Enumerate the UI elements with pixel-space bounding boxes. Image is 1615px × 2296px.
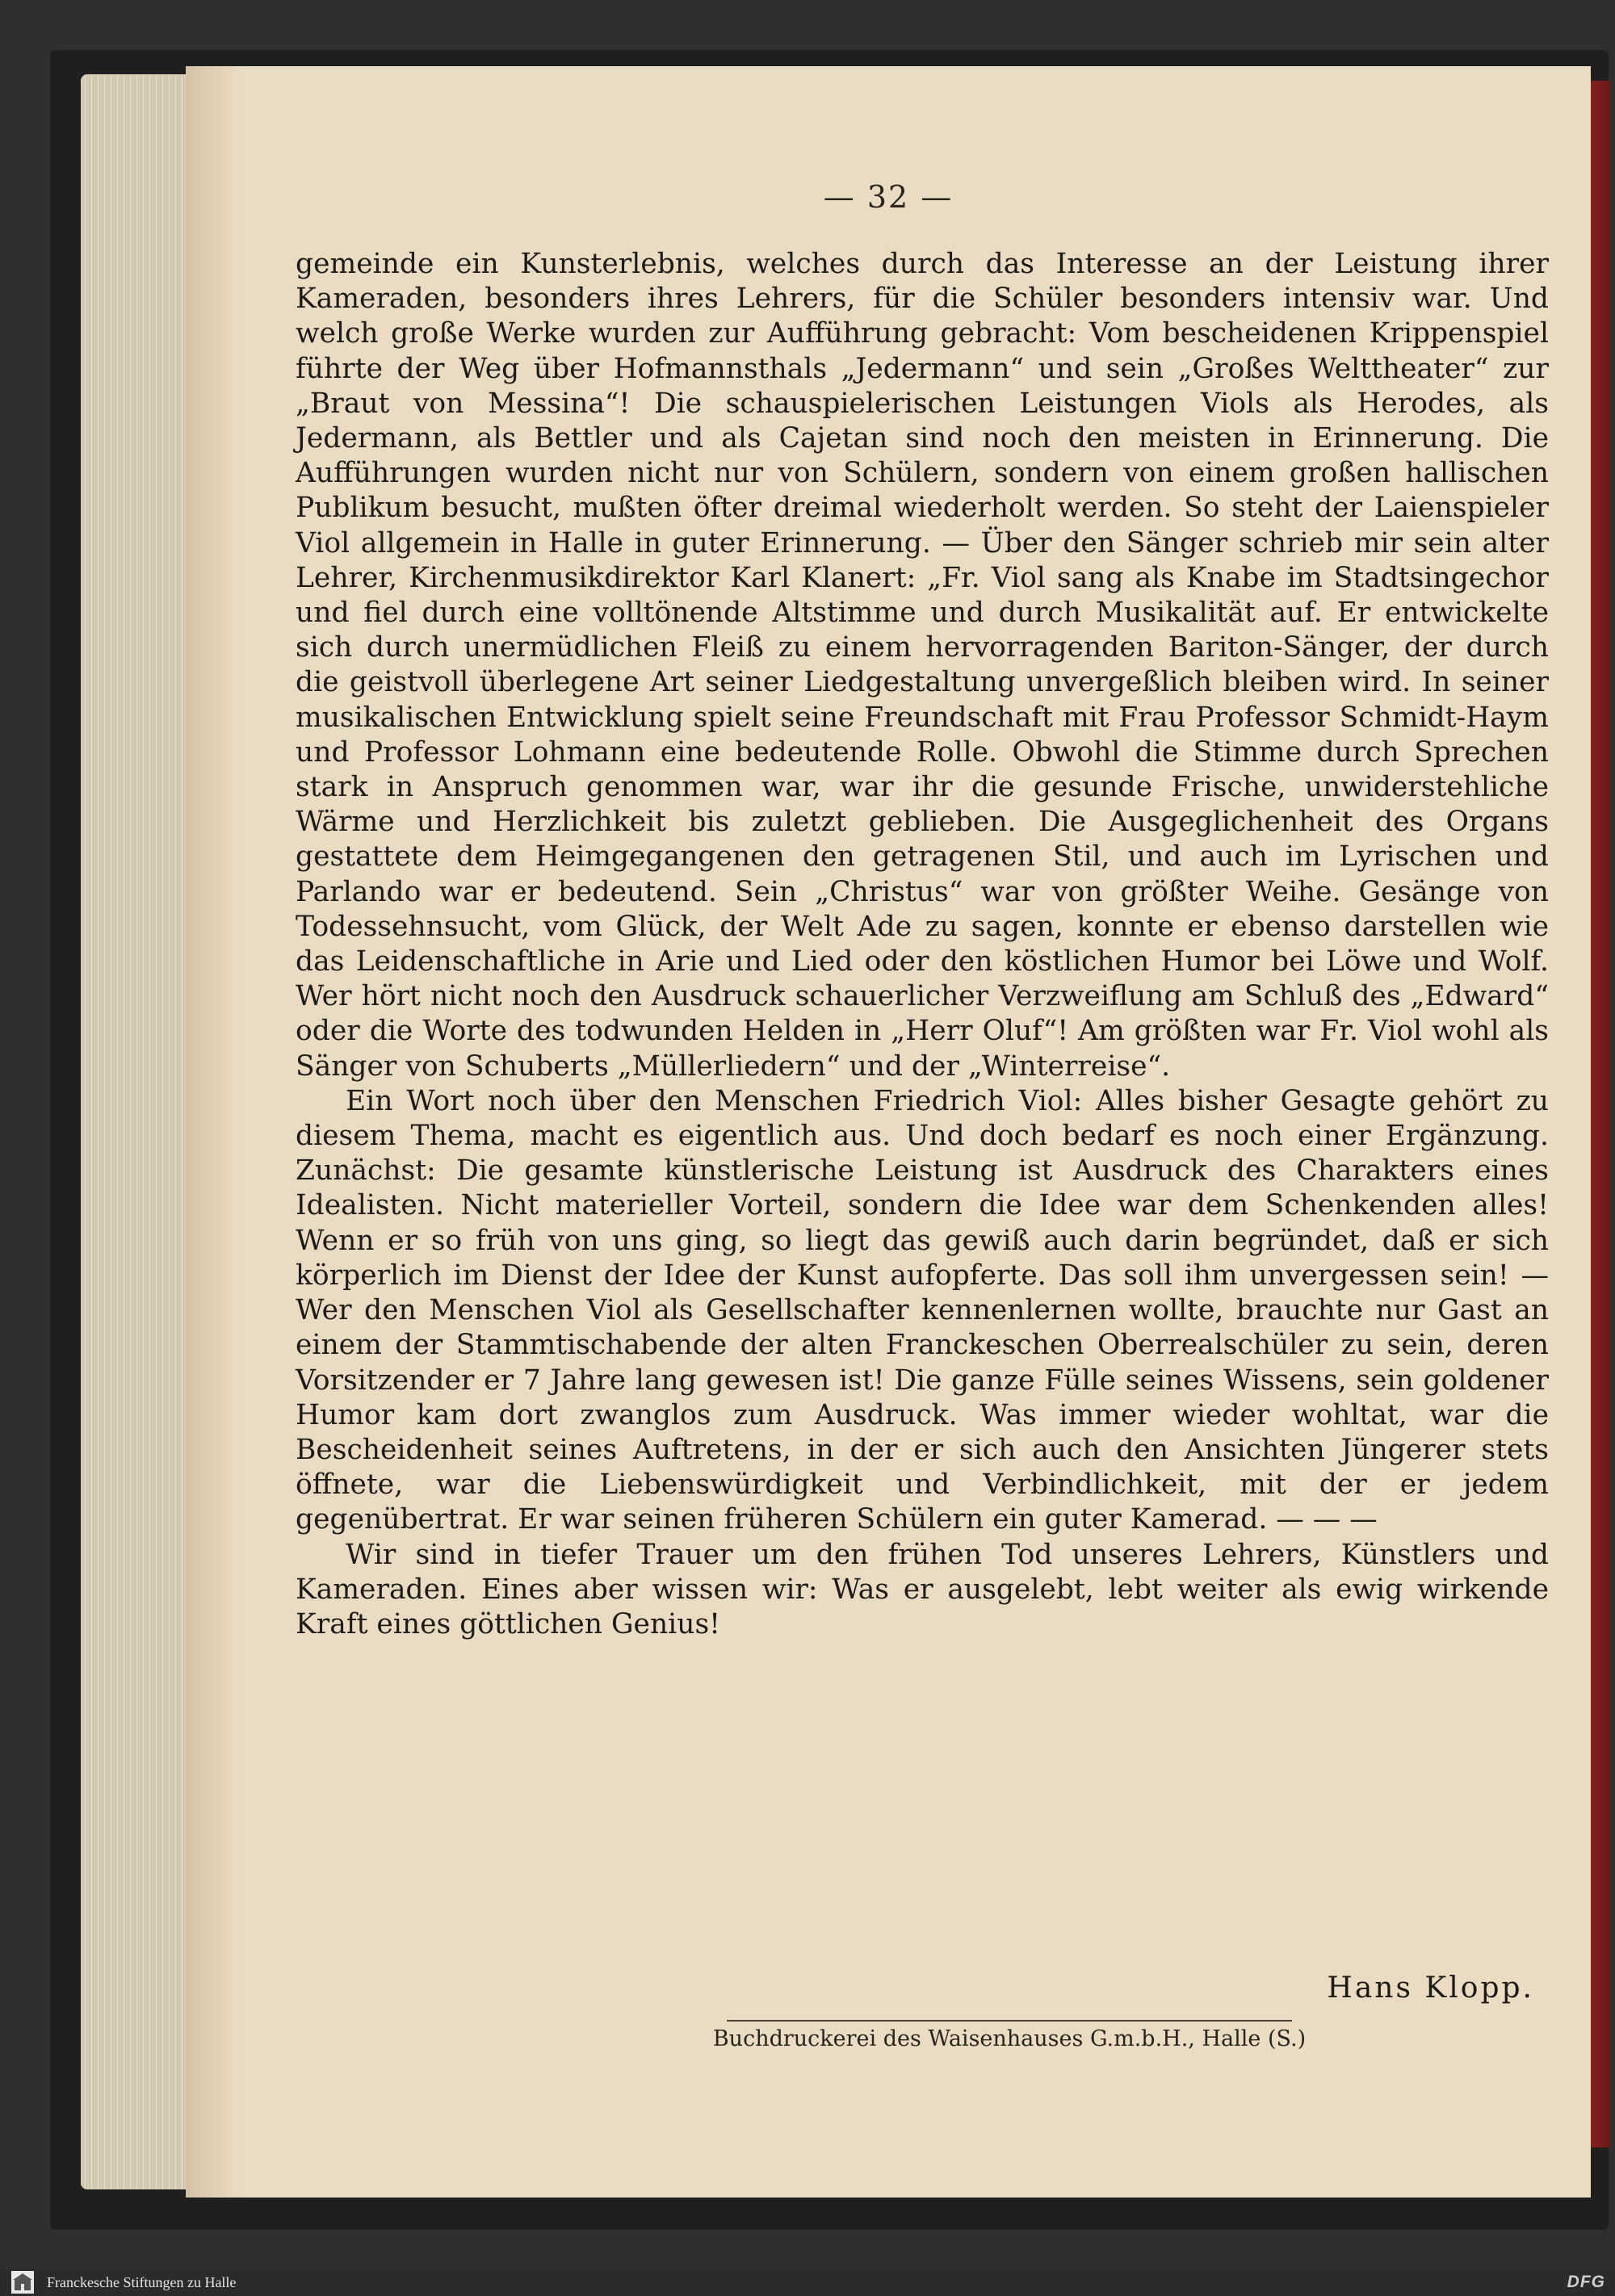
author-signature: Hans Klopp. <box>1327 1971 1534 2005</box>
dfg-logo[interactable]: DFG <box>1567 2273 1605 2291</box>
footer-rule <box>727 2020 1292 2022</box>
institution-logo-icon[interactable] <box>11 2271 34 2294</box>
printer-line: Buchdruckerei des Waisenhauses G.m.b.H., Halle (S.) <box>712 2026 1307 2051</box>
viewer-footer <box>0 2269 1615 2296</box>
page-number: — 32 — <box>823 179 954 215</box>
body-text <box>296 247 1549 1642</box>
paragraph-1: gemeinde ein Kunsterlebnis, welches durch das Interesse an der Leistung ihrer Kameraden, besonders ihres Lehrers, für die Schüler besonders intensiv war. Und welch große Werke wurden zur Aufführung gebracht: Vom bescheidenen Krippenspiel führte der Weg über Hofmannsthals „Jedermann“ und sein „Großes Welttheater“ zur „Braut von Messina“! Die schauspielerischen Leistungen Viols als Herodes, als Jedermann, als Bettler und als Cajetan sind noch den meisten in Erinnerung. Die Aufführungen wurden nicht nur von Schülern, sondern von einem großen hallischen Publikum besucht, mußten öfter dreimal wiederholt werden. So steht der Laienspieler Viol allgemein in Halle in guter Erinnerung. — Über den Sänger schrieb mir sein alter Lehrer, Kirchenmusikdirektor Karl Klanert: „Fr. Viol sang als Knabe im Stadtsingechor und fiel durch eine volltönende Altstimme und durch Musikalität auf. Er entwickelte sich durch unermüdlichen Fleiß zu einem hervorragenden Bariton-Sänger, der durch die geistvoll überlegene Art seiner Liedgestaltung unvergeßlich bleiben wird. In seiner musikalischen Entwicklung spielt seine Freundschaft mit Frau Professor Schmidt-Haym und Professor Lohmann eine bedeutende Rolle. Obwohl die Stimme durch Sprechen stark in Anspruch genommen war, war ihr die gesunde Frische, unwiderstehliche Wärme und Herzlichkeit bis zuletzt geblieben. Die Ausgeglichenheit des Organs gestattete dem Heimgegangenen den getragenen Stil, und auch im Lyrischen und Parlando war er bedeutend. Sein „Christus“ war von größter Weihe. Gesänge von Todessehnsucht, vom Glück, der Welt Ade zu sagen, konnte er ebenso darstellen wie das Leidenschaftliche in Arie und Lied oder den köstlichen Humor bei Löwe und Wolf. Wer hört nicht noch den Ausdruck schauerlicher Verzweiflung am Schluß des „Edward“ oder die Worte des todwunden Helden in „Herr Oluf“! Am größten war Fr. Viol wohl als Sänger von Schuberts „Müllerliedern“ und der „Winterreise“. <box>296 248 1549 1083</box>
page-edges <box>81 74 194 2189</box>
institution-name[interactable]: Franckesche Stiftungen zu Halle <box>47 2274 237 2290</box>
paragraph-3: Wir sind in tiefer Trauer um den frühen Tod unseres Lehrers, Künstlers und Kameraden. Eines aber wissen wir: Was er ausgelebt, lebt weiter als ewig wirkende Kraft eines göttlichen Genius! <box>296 1538 1549 1640</box>
paragraph-2: Ein Wort noch über den Menschen Friedrich Viol: Alles bisher Gesagte gehört zu diesem Thema, macht es eigentlich aus. Und doch bedarf es noch einer Ergänzung. Zunächst: Die gesamte künstlerische Leistung ist Ausdruck des Charakters eines Idealisten. Nicht materieller Vorteil, sondern die Idee war dem Schenkenden alles! Wenn er so früh von uns ging, so liegt das gewiß auch darin begründet, daß er sich körperlich im Dienst der Idee der Kunst aufopferte. Das soll ihm unvergessen sein! — Wer den Menschen Viol als Gesellschafter kennenlernen wollte, brauchte nur Gast an einem der Stammtischabende der alten Franckeschen Oberrealschüler zu sein, deren Vorsitzender er 7 Jahre lang gewesen ist! Die ganze Fülle seines Wissens, sein goldener Humor kam dort zwanglos zum Ausdruck. Was immer wieder wohltat, war die Bescheidenheit seines Auftretens, in der er sich auch den Ansichten Jüngerer stets öffnete, war die Liebenswürdigkeit und Verbindlichkeit, mit der er jedem gegenübertrat. Er war seinen früheren Schülern ein guter Kamerad. — — — <box>296 1084 1549 1536</box>
